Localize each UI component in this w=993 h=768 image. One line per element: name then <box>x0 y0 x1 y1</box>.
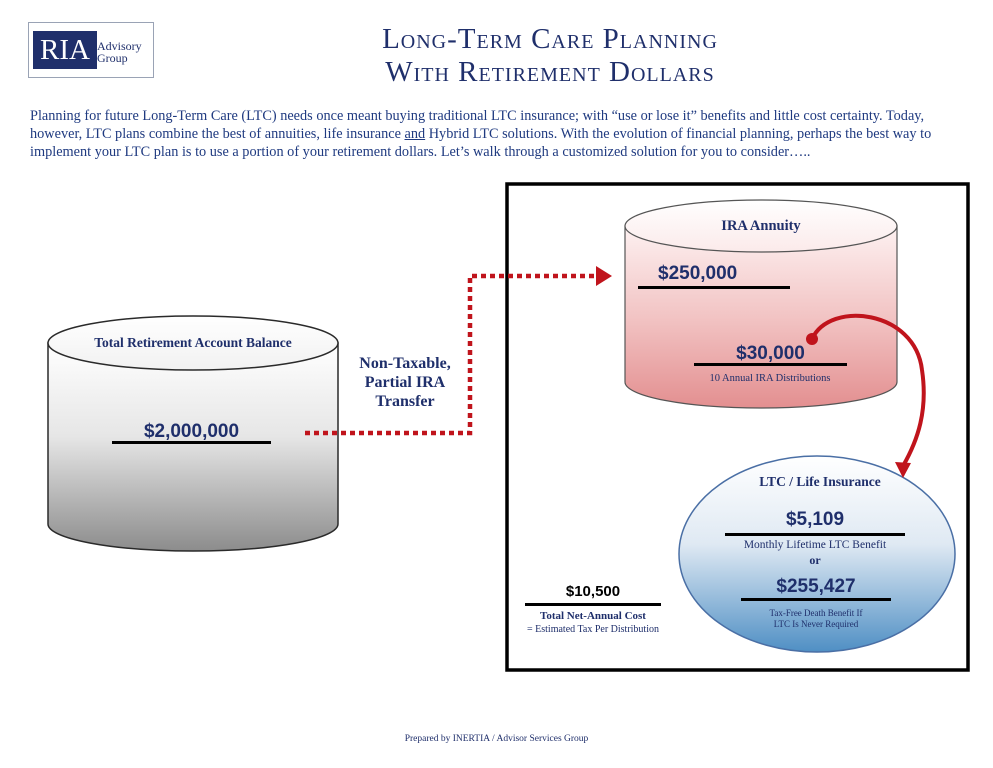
retirement-label: Total Retirement Account Balance <box>94 335 292 350</box>
cost-value-rule <box>525 603 661 606</box>
logo-mark: RIA <box>33 31 97 69</box>
monthly-benefit-label: Monthly Lifetime LTC Benefit <box>743 539 887 551</box>
logo-subtitle-line1: Advisory <box>97 39 142 53</box>
death-benefit-label <box>716 608 916 630</box>
cost-label: Total Net-Annual Cost <box>540 610 646 622</box>
intro-text-part1: Planning for future Long-Term Care (LTC) needs once meant buying traditional LTC insurance; with “use or lose it” benefits and little cost certainty. Today, however, LTC plans combine the best of annuities, life insurance <box>30 108 925 142</box>
intro-text-part2: Hybrid LTC solutions. With the evolution of financial planning, perhaps the best way to implement your LTC plan is to use a portion of your retirement dollars. Let’s walk through a customized solution for you to consider….. <box>30 126 932 160</box>
distribution-value: $30,000 <box>736 343 805 364</box>
intro-underlined-word: and <box>404 126 426 142</box>
cost-sublabel: = Estimated Tax Per Distribution <box>527 624 659 635</box>
annuity-label: IRA Annuity <box>721 218 801 234</box>
transfer-arrowhead-icon <box>596 266 612 286</box>
annuity-value: $250,000 <box>658 263 738 284</box>
logo-subtitle-line2: Group <box>97 51 128 65</box>
distribution-label: 10 Annual IRA Distributions <box>709 373 831 384</box>
monthly-benefit-value: $5,109 <box>785 509 845 530</box>
retirement-value: $2,000,000 <box>143 421 240 442</box>
page-title-line2: With Retirement Dollars <box>385 56 715 88</box>
death-benefit-label-line1: Tax-Free Death Benefit If <box>769 608 863 618</box>
or-label: or <box>809 553 821 567</box>
death-value-rule <box>741 598 891 601</box>
monthly-value-rule <box>725 533 905 536</box>
death-benefit-value: $255,427 <box>776 576 856 597</box>
page-title-line1: Long-Term Care Planning <box>382 23 718 55</box>
cost-value: $10,500 <box>565 583 621 600</box>
annuity-value-rule <box>638 286 790 289</box>
transfer-label <box>345 354 465 411</box>
transfer-label-line1: Non-Taxable, <box>359 355 451 372</box>
transfer-label-line3: Transfer <box>375 393 435 410</box>
transfer-label-line2: Partial IRA <box>364 374 446 391</box>
death-benefit-label-line2: LTC Is Never Required <box>773 619 859 629</box>
footer-note: Prepared by INERTIA / Advisor Services Group <box>404 734 589 744</box>
ltc-label: LTC / Life Insurance <box>759 474 881 489</box>
